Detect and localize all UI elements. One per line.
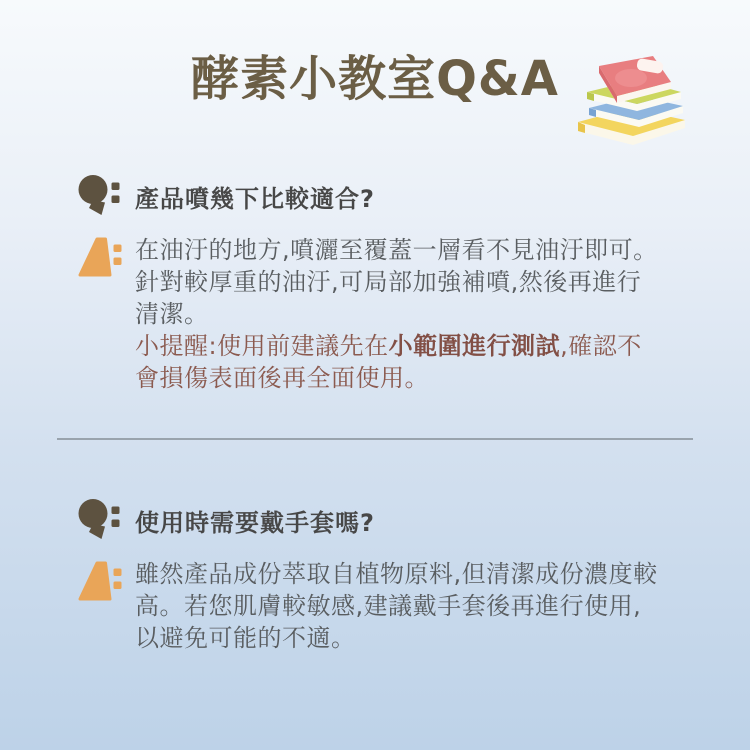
answer-line: 針對較厚重的油汙,可局部加強補噴,然後再進行 — [135, 268, 642, 296]
question-text: 使用時需要戴手套嗎? — [135, 508, 375, 537]
reminder-bold: 小範圍進行測試 — [388, 332, 561, 360]
books-stack-icon — [575, 52, 690, 148]
answer-row — [78, 558, 695, 654]
header — [0, 0, 750, 108]
qa-block-1 — [0, 174, 750, 394]
answer-line: 在油汙的地方,噴灑至覆蓋一層看不見油汙即可。 — [135, 236, 658, 264]
question-text: 產品噴幾下比較適合? — [135, 184, 375, 213]
qa-block-2 — [0, 498, 750, 654]
reminder-prefix: 小提醒:使用前建議先在 — [135, 332, 389, 360]
answer-line: 清潔。 — [135, 300, 209, 328]
q-speech-bubble-icon — [78, 498, 122, 542]
section-divider — [57, 438, 693, 440]
page-title: 酵素小教室Q&A — [191, 51, 559, 107]
answer-line: 以避免可能的不適。 — [135, 624, 356, 652]
answer-text — [135, 558, 658, 654]
answer-line: 高。若您肌膚較敏感,建議戴手套後再進行使用, — [135, 592, 642, 620]
answer-line: 雖然產品成份萃取自植物原料,但清潔成份濃度較 — [135, 560, 658, 588]
answer-text — [135, 234, 658, 394]
reminder-line — [135, 330, 658, 362]
q-speech-bubble-icon — [78, 174, 122, 218]
reminder-suffix: ,確認不 — [560, 332, 642, 360]
answer-row — [78, 234, 695, 394]
question-row — [78, 174, 695, 218]
a-letter-icon — [78, 561, 122, 601]
a-letter-icon — [78, 237, 122, 277]
question-row — [78, 498, 695, 542]
reminder-line: 會損傷表面後再全面使用。 — [135, 364, 429, 392]
